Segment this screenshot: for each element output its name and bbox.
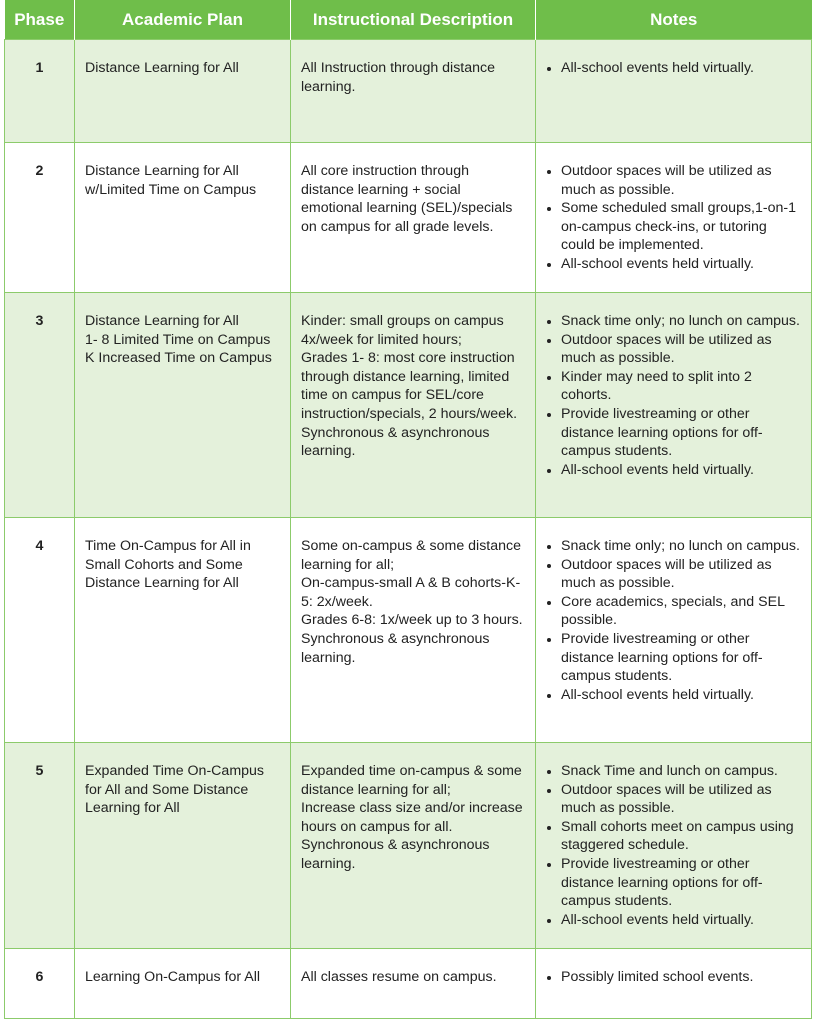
notes-list [546, 537, 801, 704]
note-item: • All-school events held virtually. [561, 686, 801, 705]
note-item: • All-school events held virtually. [561, 911, 801, 930]
note-item: • Provide livestreaming or other distance learning options for off-campus students. [561, 405, 801, 461]
phase-number: 6 [5, 949, 75, 1019]
academic-plan-cell [75, 293, 291, 518]
note-item: • Kinder may need to split into 2 cohorts. [561, 368, 801, 405]
description-line: Synchronous & asynchronous learning. [301, 424, 490, 460]
note-item: • Snack time only; no lunch on campus. [561, 312, 801, 331]
phase-table [4, 0, 812, 1019]
description-line: Grades 6-8: 1x/week up to 3 hours. [301, 612, 523, 629]
note-item: • Outdoor spaces will be utilized as much as possible. [561, 556, 801, 593]
description-line: Synchronous & asynchronous learning. [301, 630, 490, 666]
notes-cell [536, 40, 812, 143]
academic-plan-line: Expanded Time On-Campus for All and Some Distance Learning for All [85, 763, 265, 817]
header-academic-plan: Academic Plan [75, 0, 291, 40]
note-item: • Small cohorts meet on campus using staggered schedule. [561, 818, 801, 855]
phase-number: 1 [5, 40, 75, 143]
instructional-description-cell [291, 949, 536, 1019]
notes-cell [536, 518, 812, 743]
header-row [5, 0, 812, 40]
note-item: • Snack Time and lunch on campus. [561, 762, 801, 781]
instructional-description-cell [291, 143, 536, 293]
table-row [5, 518, 812, 743]
table-row [5, 143, 812, 293]
instructional-description-cell [291, 293, 536, 518]
description-line: All classes resume on campus. [301, 969, 497, 985]
header-notes: Notes [536, 0, 812, 40]
phase-number: 5 [5, 743, 75, 949]
description-line: Increase class size and/or increase hours on campus for all. [301, 800, 523, 835]
instructional-description-cell [291, 518, 536, 743]
academic-plan-cell [75, 949, 291, 1019]
note-item: • Core academics, specials, and SEL possible. [561, 593, 801, 630]
description-line: Grades 1- 8: most core instruction through distance learning, limited time on campus for SEL/core instruction/specials, 2 hours/week. [301, 350, 518, 422]
notes-list [546, 968, 801, 987]
note-item: • All-school events held virtually. [561, 461, 801, 480]
table-row [5, 293, 812, 518]
notes-list [546, 162, 801, 274]
notes-cell [536, 143, 812, 293]
header-instructional-description: Instructional Description [291, 0, 536, 40]
phase-number: 2 [5, 143, 75, 293]
note-item: • Snack time only; no lunch on campus. [561, 537, 801, 556]
notes-list [546, 762, 801, 929]
academic-plan-line: K Increased Time on Campus [85, 350, 272, 367]
academic-plan-line: 1- 8 Limited Time on Campus [85, 331, 271, 348]
note-item: • Outdoor spaces will be utilized as much as possible. [561, 162, 801, 199]
description-line: Expanded time on-campus & some distance learning for all; [301, 763, 522, 798]
table-row [5, 40, 812, 143]
phase-number: 3 [5, 293, 75, 518]
instructional-description-cell [291, 743, 536, 949]
notes-cell [536, 949, 812, 1019]
academic-plan-cell [75, 743, 291, 949]
notes-cell [536, 293, 812, 518]
description-line: Kinder: small groups on campus 4x/week for limited hours; [301, 313, 504, 348]
notes-list [546, 312, 801, 479]
description-line: On-campus-small A & B cohorts-K-5: 2x/week. [301, 575, 521, 610]
academic-plan-line: Distance Learning for All w/Limited Time on Campus [85, 163, 257, 198]
description-line: All Instruction through distance learning. [301, 60, 496, 95]
header-phase: Phase [5, 0, 75, 40]
description-line: Some on-campus & some distance learning for all; [301, 538, 522, 573]
description-line: Synchronous & asynchronous learning. [301, 837, 490, 872]
academic-plan-line: Time On-Campus for All in Small Cohorts and Some Distance Learning for All [85, 538, 251, 592]
academic-plan-line: Distance Learning for All [85, 60, 239, 76]
phase-number: 4 [5, 518, 75, 743]
note-item: • Outdoor spaces will be utilized as much as possible. [561, 331, 801, 368]
note-item: • All-school events held virtually. [561, 255, 801, 274]
note-item: • Provide livestreaming or other distance learning options for off-campus students. [561, 630, 801, 686]
academic-plan-line: Learning On-Campus for All [85, 969, 261, 985]
academic-plan-cell [75, 518, 291, 743]
description-line: All core instruction through distance learning + social emotional learning (SEL)/specials on campus for all grade levels. [301, 163, 513, 235]
instructional-description-cell [291, 40, 536, 143]
notes-list [546, 59, 801, 78]
note-item: • Outdoor spaces will be utilized as much as possible. [561, 781, 801, 818]
academic-plan-line: Distance Learning for All [85, 313, 239, 329]
notes-cell [536, 743, 812, 949]
note-item: • All-school events held virtually. [561, 59, 801, 78]
note-item: • Provide livestreaming or other distance learning options for off-campus students. [561, 855, 801, 911]
academic-plan-cell [75, 40, 291, 143]
note-item: • Possibly limited school events. [561, 968, 801, 987]
table-row [5, 743, 812, 949]
note-item: • Some scheduled small groups,1-on-1 on-campus check-ins, or tutoring could be implemented. [561, 199, 801, 255]
academic-plan-cell [75, 143, 291, 293]
table-row [5, 949, 812, 1019]
